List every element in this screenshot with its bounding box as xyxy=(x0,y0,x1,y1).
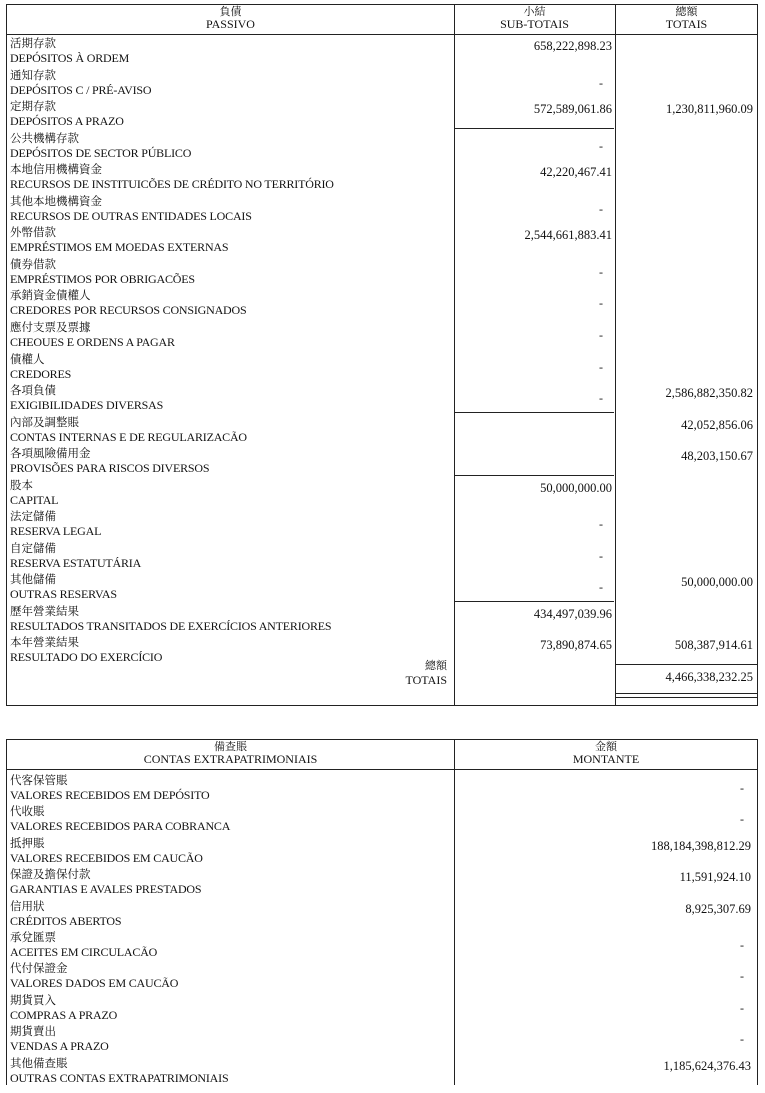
row-label-pt: RESERVA ESTATUTÁRIA xyxy=(10,555,142,570)
row-label-pt: RECURSOS DE INSTITUICÕES DE CRÉDITO NO TERRITÓRIO xyxy=(10,177,334,192)
amount-value: 1,185,624,376.43 xyxy=(663,1058,751,1073)
table-row xyxy=(7,961,759,993)
header-passivo-pt: PASSIVO xyxy=(206,17,255,31)
totals-label-zh: 總額 xyxy=(425,659,447,672)
row-label-zh: 股本 xyxy=(10,477,33,492)
row-label-zh: 定期存款 xyxy=(10,99,56,114)
row-label-pt: OUTRAS RESERVAS xyxy=(10,587,117,602)
row-label-zh: 自定儲備 xyxy=(10,540,56,555)
amount-value: - xyxy=(740,781,744,795)
row-label-pt: PROVISÕES PARA RISCOS DIVERSOS xyxy=(10,461,210,476)
table-row xyxy=(7,1056,759,1088)
table-row xyxy=(7,836,759,868)
liabilities-table xyxy=(6,4,758,706)
header-montante-pt: MONTANTE xyxy=(572,752,640,766)
table-row xyxy=(7,604,759,636)
amount-value: 188,184,398,812.29 xyxy=(651,838,751,853)
total-value: 50,000,000.00 xyxy=(681,575,753,590)
row-label-pt: DEPÓSITOS À ORDEM xyxy=(10,51,130,65)
row-label-zh: 本年營業結果 xyxy=(10,635,79,650)
row-label-zh: 其他本地機構資金 xyxy=(10,193,102,208)
header-subtotais xyxy=(454,6,615,30)
row-label-zh: 抵押賬 xyxy=(10,835,45,850)
subtotal-value: - xyxy=(599,138,603,153)
row-label-zh: 各項負債 xyxy=(10,383,56,398)
row-label-pt: VALORES RECEBIDOS EM CAUCÃO xyxy=(10,850,203,865)
total-divider xyxy=(615,693,757,694)
header-contas-pt: CONTAS EXTRAPATRIMONIAIS xyxy=(143,752,318,766)
row-label-zh: 其他儲備 xyxy=(10,572,56,587)
row-label-zh: 代付保證金 xyxy=(10,961,68,976)
amount-value: - xyxy=(740,1000,744,1015)
header-divider xyxy=(7,769,757,770)
subtotal-value: 572,589,061.86 xyxy=(533,102,612,117)
amount-value: - xyxy=(740,938,744,952)
header-contas xyxy=(7,741,454,765)
row-label-pt: EXIGIBILIDADES DIVERSAS xyxy=(10,398,164,413)
header-montante-zh: 金額 xyxy=(595,740,617,753)
subtotal-value: - xyxy=(599,359,603,374)
row-label-pt: CONTAS INTERNAS E DE REGULARIZACÃO xyxy=(10,429,247,444)
table-row xyxy=(7,415,759,447)
table-row xyxy=(7,993,759,1025)
table-row xyxy=(7,99,759,131)
subtotal-value: - xyxy=(599,580,603,595)
row-label-pt: EMPRÉSTIMOS EM MOEDAS EXTERNAS xyxy=(10,240,229,255)
row-label-pt: CREDORES POR RECURSOS CONSIGNADOS xyxy=(10,303,247,318)
table-row xyxy=(7,194,759,226)
subtotal-value: - xyxy=(599,296,603,311)
row-label-zh: 各項風險備用金 xyxy=(10,446,91,461)
row-label-pt: CRÉDITOS ABERTOS xyxy=(10,913,122,928)
subtotal-value: - xyxy=(599,517,603,532)
table-row xyxy=(7,773,759,805)
table-row xyxy=(7,899,759,931)
row-label-zh: 承兌匯票 xyxy=(10,930,56,944)
table-row xyxy=(7,867,759,899)
amount-value: 11,591,924.10 xyxy=(679,870,751,885)
row-label-zh: 應付支票及票據 xyxy=(10,319,91,334)
row-label-zh: 外幣借款 xyxy=(10,225,56,240)
row-label-pt: RECURSOS DE OUTRAS ENTIDADES LOCAIS xyxy=(10,208,252,223)
row-label-pt: DEPÓSITOS DE SECTOR PÚBLICO xyxy=(10,145,192,160)
total-value: 508,387,914.61 xyxy=(674,638,753,653)
table-row xyxy=(7,68,759,100)
row-label-pt: DEPÓSITOS C / PRÉ-AVISO xyxy=(10,82,152,97)
table-row xyxy=(7,572,759,604)
table-row xyxy=(7,446,759,478)
row-label-pt: VALORES RECEBIDOS EM DEPÓSITO xyxy=(10,788,210,802)
subtotal-value: - xyxy=(599,201,603,216)
row-label-zh: 債權人 xyxy=(10,351,45,366)
amount-value: - xyxy=(740,812,744,827)
header-subtotais-pt: SUB-TOTAIS xyxy=(500,17,569,31)
row-label-pt: ACEITES EM CIRCULACÃO xyxy=(10,945,158,959)
table-row xyxy=(7,1024,759,1056)
row-label-zh: 歷年營業結果 xyxy=(10,603,79,618)
header-totais xyxy=(615,6,758,30)
header-totais-pt: TOTAIS xyxy=(665,17,708,31)
amount-value: 8,925,307.69 xyxy=(685,901,751,916)
row-label-zh: 其他備查賬 xyxy=(10,1055,68,1070)
totals-label-pt: TOTAIS xyxy=(405,673,447,687)
row-label-pt: VALORES DADOS EM CAUCÃO xyxy=(10,976,179,991)
header-passivo xyxy=(7,6,454,30)
subtotal-value: 50,000,000.00 xyxy=(540,480,612,495)
subtotal-value: 42,220,467.41 xyxy=(540,165,612,180)
row-label-pt: OUTRAS CONTAS EXTRAPATRIMONIAIS xyxy=(10,1070,229,1085)
row-label-pt: RESULTADOS TRANSITADOS DE EXERCÍCIOS ANTERIORES xyxy=(10,618,332,633)
row-label-pt: COMPRAS A PRAZO xyxy=(10,1007,118,1022)
header-contas-zh: 備查賬 xyxy=(214,740,247,753)
row-label-zh: 承銷資金債權人 xyxy=(10,288,91,303)
subtotal-value: 73,890,874.65 xyxy=(540,638,612,653)
row-label-zh: 法定儲備 xyxy=(10,509,56,524)
table-row xyxy=(7,478,759,510)
row-label-pt: RESULTADO DO EXERCÍCIO xyxy=(10,650,163,665)
total-value: 42,052,856.06 xyxy=(681,417,753,432)
table-row xyxy=(7,635,759,667)
row-label-zh: 代客保管賬 xyxy=(10,773,68,787)
total-divider xyxy=(615,697,757,698)
header-totais-zh: 總額 xyxy=(675,5,698,18)
subtotal-value: 434,497,039.96 xyxy=(533,606,612,621)
row-label-zh: 期貨買入 xyxy=(10,992,56,1007)
row-label-zh: 通知存款 xyxy=(10,67,56,82)
row-label-zh: 活期存款 xyxy=(10,36,56,50)
table-row xyxy=(7,225,759,257)
subtotal-value: - xyxy=(599,75,603,90)
table-row xyxy=(7,352,759,384)
table-row xyxy=(7,541,759,573)
row-label-zh: 公共機構存款 xyxy=(10,130,79,145)
header-montante xyxy=(454,741,758,765)
row-label-zh: 信用狀 xyxy=(10,898,45,913)
row-label-zh: 保證及擔保付款 xyxy=(10,867,91,882)
total-value: 48,203,150.67 xyxy=(681,449,753,464)
table-row xyxy=(7,131,759,163)
header-subtotais-zh: 小結 xyxy=(523,5,546,18)
table-row xyxy=(7,320,759,352)
table-row xyxy=(7,36,759,68)
amount-value: - xyxy=(740,969,744,984)
total-value: 1,230,811,960.09 xyxy=(665,102,753,117)
subtotal-value: 2,544,661,883.41 xyxy=(524,228,612,243)
grand-total-value: 4,466,338,232.25 xyxy=(665,670,753,684)
row-label-zh: 代收賬 xyxy=(10,804,45,819)
subtotal-value: 658,222,898.23 xyxy=(533,39,612,53)
table-row xyxy=(7,288,759,320)
row-label-zh: 內部及調整賬 xyxy=(10,414,79,429)
subtotal-value: - xyxy=(599,548,603,563)
row-label-pt: EMPRÉSTIMOS POR OBRIGACÕES xyxy=(10,271,195,286)
row-label-zh: 債券借款 xyxy=(10,256,56,271)
row-label-pt: VENDAS A PRAZO xyxy=(10,1039,109,1054)
table-row xyxy=(7,257,759,289)
table-row xyxy=(7,804,759,836)
totals-label xyxy=(406,659,447,687)
amount-value: - xyxy=(740,1032,744,1047)
row-label-zh: 期貨賣出 xyxy=(10,1024,56,1039)
total-value: 2,586,882,350.82 xyxy=(665,386,753,401)
table-row xyxy=(7,383,759,415)
off-balance-table xyxy=(6,739,758,1085)
row-label-pt: CREDORES xyxy=(10,366,72,381)
row-label-pt: CAPITAL xyxy=(10,492,59,507)
row-label-pt: VALORES RECEBIDOS PARA COBRANCA xyxy=(10,819,231,834)
subtotal-value: - xyxy=(599,264,603,279)
table-row xyxy=(7,930,759,962)
row-label-pt: CHEOUES E ORDENS A PAGAR xyxy=(10,334,175,349)
header-divider xyxy=(7,34,757,35)
subtotal-value: - xyxy=(599,327,603,342)
table-row xyxy=(7,509,759,541)
table-row xyxy=(7,162,759,194)
header-passivo-zh: 負債 xyxy=(219,5,242,18)
row-label-zh: 本地信用機構資金 xyxy=(10,162,102,177)
row-label-pt: DEPÓSITOS A PRAZO xyxy=(10,114,124,129)
subtotal-value: - xyxy=(599,391,603,406)
row-label-pt: GARANTIAS E AVALES PRESTADOS xyxy=(10,882,202,897)
row-label-pt: RESERVA LEGAL xyxy=(10,524,102,539)
